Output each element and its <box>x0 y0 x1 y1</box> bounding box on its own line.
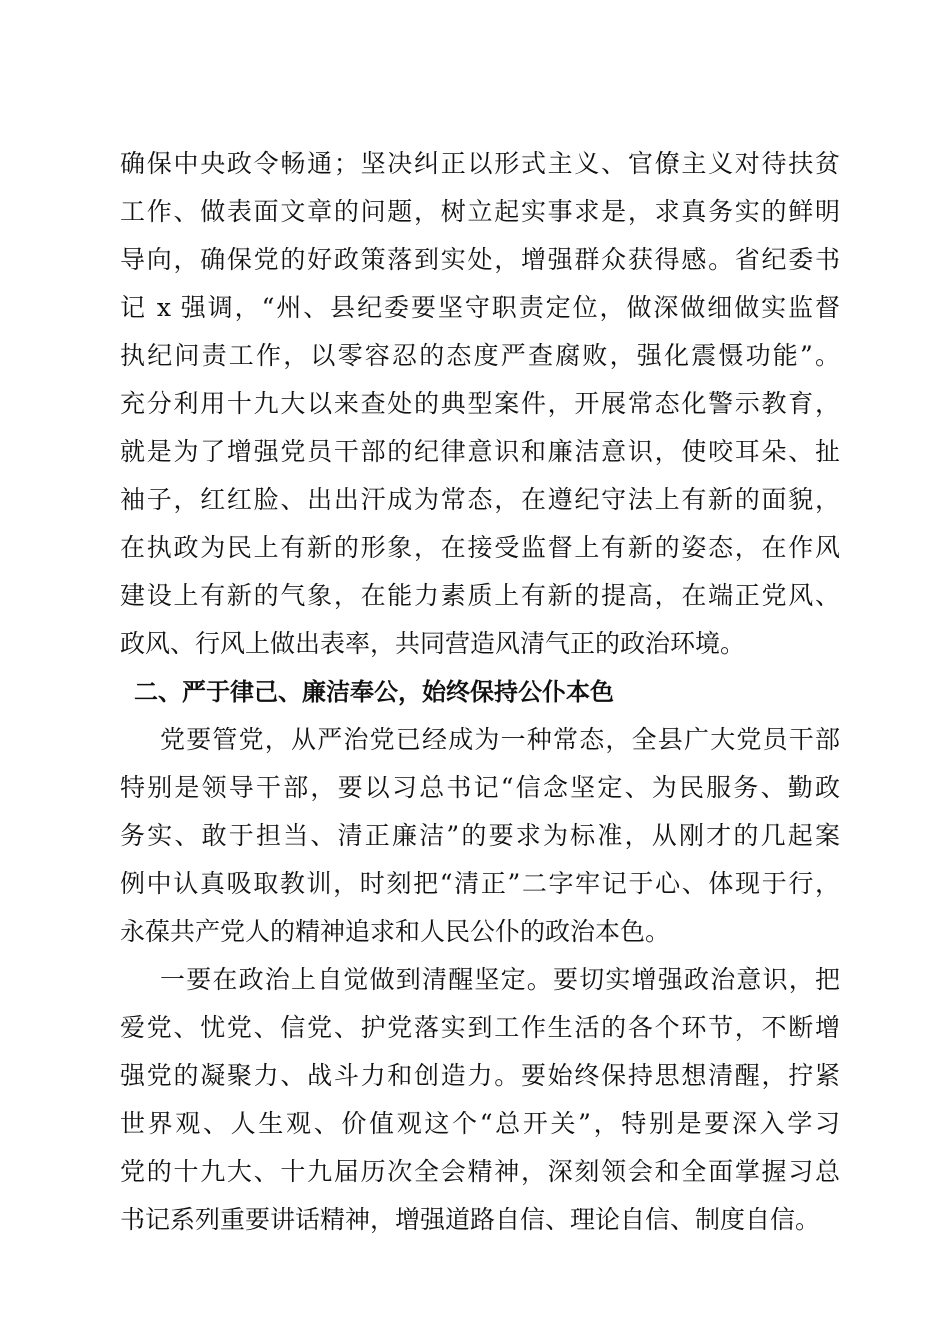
section-heading: 二、严于律己、廉洁奉公，始终保持公仆本色 <box>134 678 614 706</box>
text-line: 强党的凝聚力、战斗力和创造力。要始终保持思想清醒，拧紧 <box>120 1061 840 1090</box>
text-line: 党的十九大、十九届历次全会精神，深刻领会和全面掌握习总 <box>120 1157 840 1186</box>
text-line: 特别是领导干部，要以习总书记“信念坚定、为民服务、勤政 <box>120 773 840 802</box>
text-line: 务实、敢于担当、清正廉洁”的要求为标准，从刚才的几起案 <box>120 821 840 850</box>
text-line: 就是为了增强党员干部的纪律意识和廉洁意识，使咬耳朵、扯 <box>120 437 840 466</box>
document-body <box>120 140 840 1244</box>
text-line: 永葆共产党人的精神追求和人民公仆的政治本色。 <box>120 917 671 946</box>
text-line: 例中认真吸取教训，时刻把“清正”二字牢记于心、体现于行， <box>120 869 840 898</box>
text-line: 书记系列重要讲话精神，增强道路自信、理论自信、制度自信。 <box>120 1205 821 1234</box>
text-line: 执纪问责工作，以零容忍的态度严查腐败，强化震慑功能”。 <box>120 341 840 370</box>
text-line: 记 x 强调，“州、县纪委要坚守职责定位，做深做细做实监督 <box>120 293 840 322</box>
text-line: 工作、做表面文章的问题，树立起实事求是，求真务实的鲜明 <box>120 197 840 226</box>
text-line: 爱党、忧党、信党、护党落实到工作生活的各个环节，不断增 <box>120 1013 840 1042</box>
text-line: 袖子，红红脸、出出汗成为常态，在遵纪守法上有新的面貌， <box>120 485 840 514</box>
text-line: 确保中央政令畅通；坚决纠正以形式主义、官僚主义对待扶贫 <box>120 149 840 178</box>
text-line: 在执政为民上有新的形象，在接受监督上有新的姿态，在作风 <box>120 533 840 562</box>
text-line: 政风、行风上做出表率，共同营造风清气正的政治环境。 <box>120 629 746 658</box>
text-line: 党要管党，从严治党已经成为一种常态，全县广大党员干部 <box>160 725 840 754</box>
text-line: 建设上有新的气象，在能力素质上有新的提高，在端正党风、 <box>120 581 840 610</box>
text-line: 充分利用十九大以来查处的典型案件，开展常态化警示教育， <box>120 389 840 418</box>
text-line: 一要在政治上自觉做到清醒坚定。要切实增强政治意识，把 <box>160 965 840 994</box>
text-line: 导向，确保党的好政策落到实处，增强群众获得感。省纪委书 <box>120 245 840 274</box>
text-line: 世界观、人生观、价值观这个“总开关”，特别是要深入学习 <box>120 1109 840 1138</box>
